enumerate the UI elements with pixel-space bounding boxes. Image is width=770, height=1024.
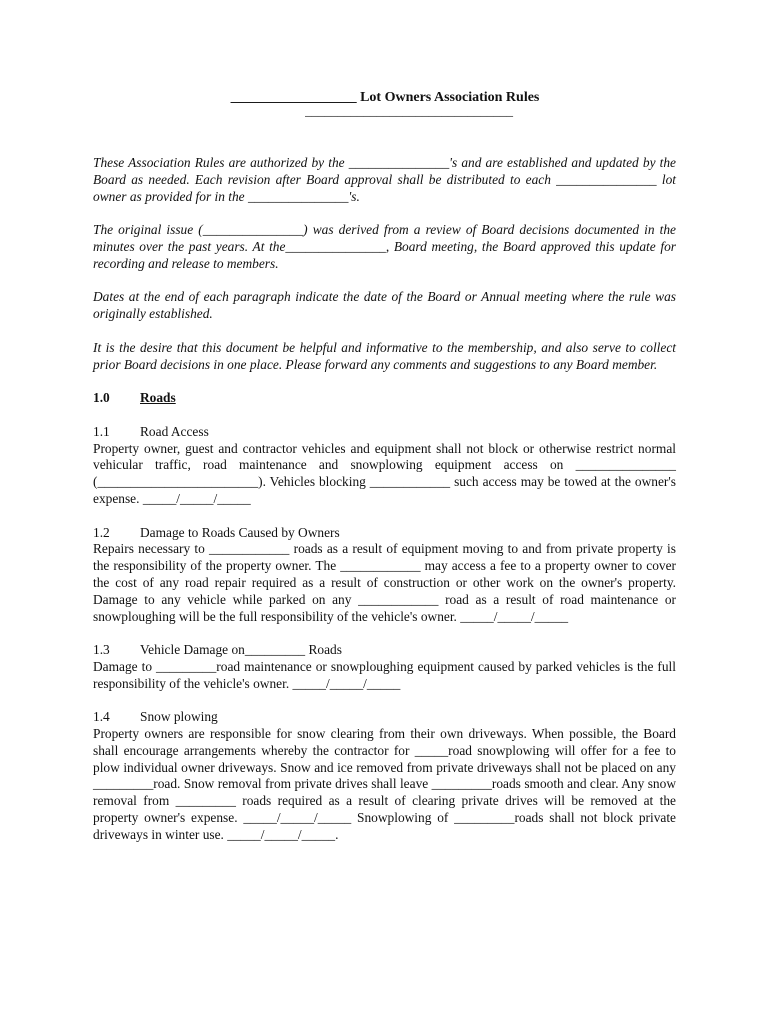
rule-heading [93, 709, 676, 726]
rule-text: Damage to _________road maintenance or snowploughing equipment caused by parked vehicles is the full responsibility of the vehicle's owner. _____/_____/_____ [93, 658, 676, 691]
rule-heading [93, 424, 676, 441]
rule-damage-to-roads [93, 525, 676, 626]
rule-text: Property owners are responsible for snow clearing from their own driveways. When possible, the Board shall encourage arrangements whereby the contractor for _____road snowplowing will offer for a fee to plow individual owner driveways. Snow and ice removed from private driveways shall not be placed on any _________road. Snow removal from private drives shall leave _________roads smooth and clear. Any snow removal from _________ roads required as a result of clearing private drives will be removed at the property owner's expense. _____/_____/_____ Snowplowing of _________roads shall not block private driveways in winter use. _____/_____/_____. [93, 726, 676, 842]
rule-title: Damage to Roads Caused by Owners [140, 524, 340, 540]
document-body [93, 155, 676, 860]
intro-section [93, 155, 676, 373]
document-title: __________________ Lot Owners Association Rules [230, 90, 540, 105]
rule-title: Road Access [140, 423, 209, 439]
intro-paragraph-desire: It is the desire that this document be helpful and informative to the membership, and also serve to collect prior Board decisions in one place. Please forward any comments and suggestions to any Board member. [93, 339, 676, 372]
rule-text: Repairs necessary to ____________ roads as a result of equipment moving to and from private property is the responsibility of the property owner. The ____________ may access a fee to a property owner to cover the cost of any road repair required as a result of construction or other work on the owner's property. Damage to any vehicle while parked on any ____________ road as a result of road maintenance or snowploughing will be the full responsibility of the vehicle's owner. _____/_____/_____ [93, 541, 676, 624]
title-underline-blank: ________________________________ [305, 103, 513, 118]
section-title: Roads [140, 390, 176, 406]
rule-number: 1.2 [93, 524, 110, 540]
rule-number: 1.1 [93, 423, 110, 439]
rule-title: Snow plowing [140, 709, 218, 725]
rule-snow-plowing [93, 709, 676, 843]
rule-title: Vehicle Damage on_________ Roads [140, 642, 342, 658]
intro-paragraph-original-issue: The original issue (_______________) was derived from a review of Board decisions documented in the minutes over the past years. At the_______________, Board meeting, the Board approved this update for recording and release to members. [93, 222, 676, 271]
rule-text: Property owner, guest and contractor vehicles and equipment shall not block or otherwise restrict normal vehicular traffic, road maintenance and snowplowing equipment access on _______________ (________________________). Vehicles blocking ____________ such access may be towed at the owner's expense. _____/_____/_____ [93, 440, 676, 506]
section-number: 1.0 [93, 390, 110, 406]
rule-number: 1.3 [93, 642, 110, 658]
rule-number: 1.4 [93, 709, 110, 725]
rule-road-access [93, 424, 676, 508]
rule-vehicle-damage [93, 642, 676, 692]
rule-heading [93, 525, 676, 542]
intro-paragraph-dates: Dates at the end of each paragraph indicate the date of the Board or Annual meeting where the rule was originally established. [93, 289, 676, 322]
section-heading-roads [93, 390, 676, 407]
intro-paragraph-authorization: These Association Rules are authorized by the _______________'s and are established and updated by the Board as needed. Each revision after Board approval shall be distributed to each _______________ lot owner as provided for in the _______________'s. [93, 155, 676, 204]
rule-heading [93, 642, 676, 659]
